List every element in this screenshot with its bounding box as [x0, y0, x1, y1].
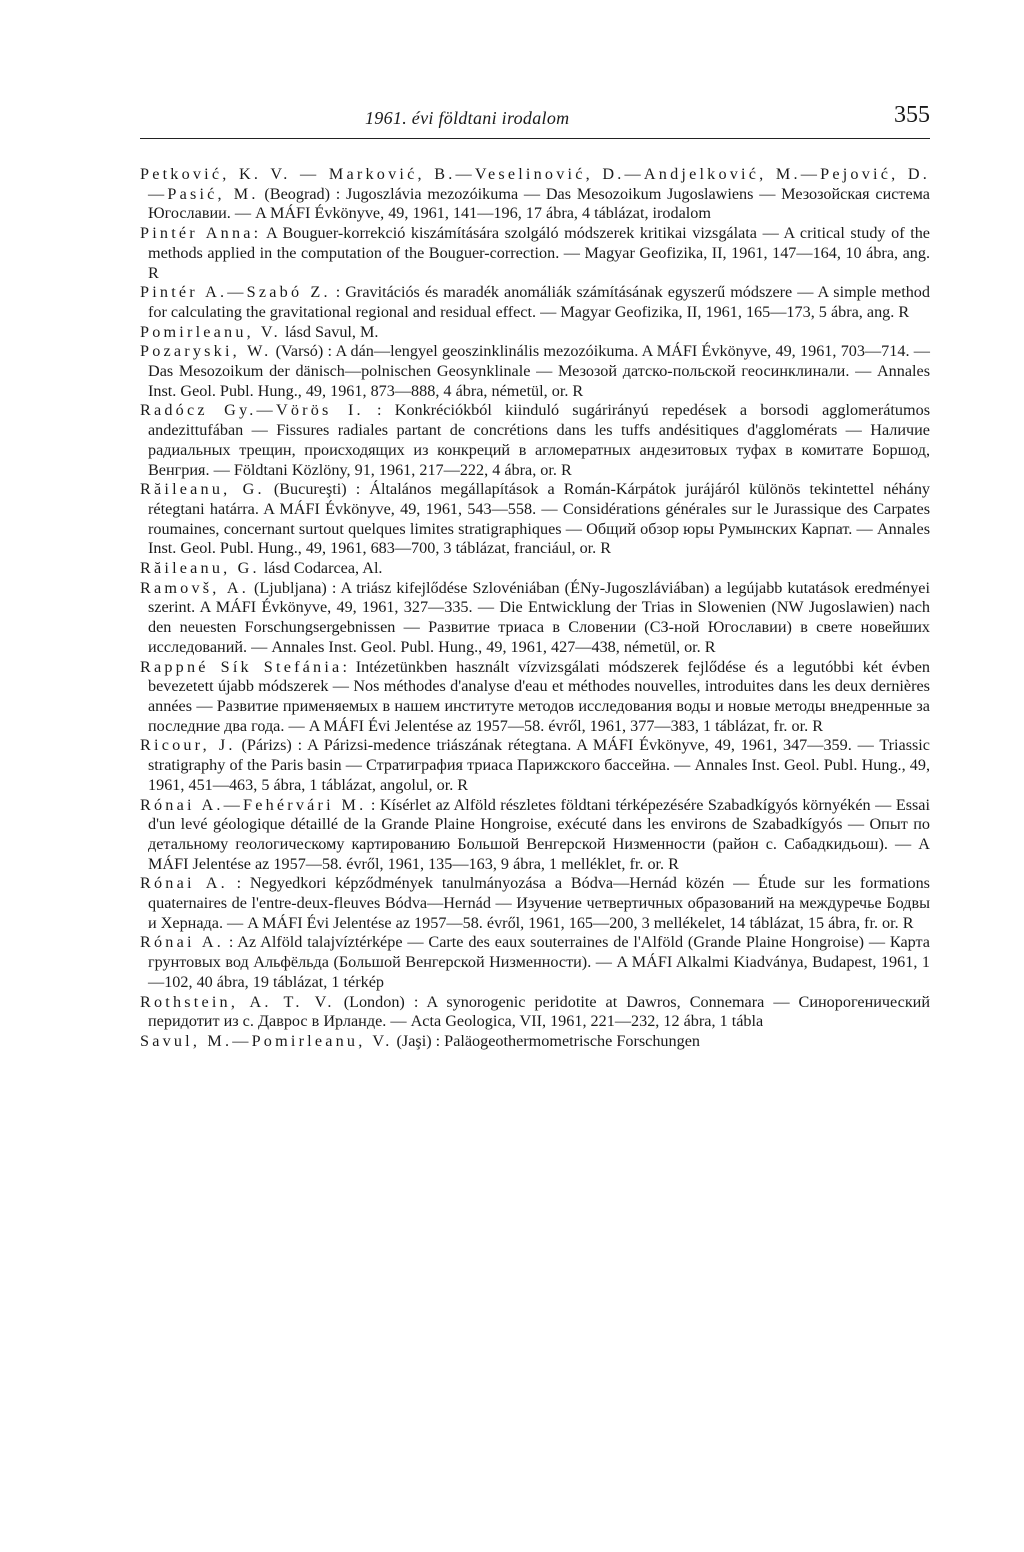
entry-author: Petković, K. V. — Marković, B.—Veselinović, D.—Andjelković, M.—Pejović, D.—Pasić, M.	[140, 165, 930, 203]
entry-text: : Konkréciókból kiinduló sugárirányú repedések a borsodi agglomerátumos andezittufában — Fissures radiales partant de concrétions dans les tuffs andésitiques d'agglomérats — Наличие радиальных трещин, происходящих из конкреций в агломератных андезитовых туфах в комитате Боршод, Венгрия. — Földtani Közlöny, 91, 1961, 217—222, 4 ábra, or. R	[148, 401, 931, 479]
page	[140, 100, 930, 1052]
page-header	[140, 100, 930, 139]
entry-author: Ricour, J.	[140, 736, 236, 755]
entry-author: Rónai A.	[140, 933, 224, 952]
bibliography-entry	[140, 874, 930, 933]
entry-text: lásd Savul, M.	[280, 322, 379, 341]
bibliography-entry	[140, 224, 930, 283]
bibliography-entry	[140, 342, 930, 401]
bibliography-entry	[140, 993, 930, 1032]
entry-text: : Az Alföld talajvíztérképe — Carte des eaux souterraines de l'Alföld (Grande Plaine Hongroise) — Карта грунтовых вод Альфёльда (Большой Венгерской Низменности). — A MÁFI Alkalmi Kiadványa, Budapest, 1961, 1—102, 40 ábra, 19 táblázat, 1 térkép	[148, 933, 930, 991]
entry-author: Rappné Sík Stefánia	[140, 657, 343, 676]
entry-author: Pozaryski, W.	[140, 342, 272, 361]
bibliography-entry	[140, 1032, 930, 1052]
entry-author: Rothstein, A. T. V.	[140, 992, 335, 1011]
entry-text: : Kísérlet az Alföld részletes földtani térképezésére Szabadkígyós környékén — Essai d'un levé géologique détaillé de la Grande Plaine Hongroise, exécuté dans les environs de Szabadkígyós — Опыт по детальному геологическому картированию Большой Венгерской Низменности (район с. Сабадкидьош). — A MÁFI Jelentése az 1957—58. évről, 1961, 135—163, 9 ábra, 1 melléklet, fr. or. R	[148, 795, 930, 873]
entry-author: Rónai A.—Fehérvári M.	[140, 795, 367, 814]
entry-author: Pomirleanu, V.	[140, 322, 281, 341]
bibliography-entry	[140, 401, 930, 480]
bibliography-entry	[140, 579, 930, 658]
bibliography-entry	[140, 796, 930, 875]
bibliography-list	[140, 165, 930, 1052]
entry-author: Savul, M.—Pomirleanu, V.	[140, 1031, 393, 1050]
entry-text: : Intézetünkben használt vízvizsgálati módszerek fejlődése és a legutóbbi két évben bevezetett újabb módszerek — Nos méthodes d'analyse d'eau et méthodes nouvelles, introduites dans les deux dernières années — Развитие применяемых в нашем институте методов исследования воды и новые методы внедренные за последние два года. — A MÁFI Évi Jelentése az 1957—58. évről, 1961, 377—383, 1 táblázat, fr. or. R	[148, 657, 930, 735]
entry-text: (Párizs) : A Párizsi-medence triászának rétegtana. A MÁFI Évkönyve, 49, 1961, 347—359. — Triassic stratigraphy of the Paris basin — Стратиграфия триаса Парижского бассейна. — Annales Inst. Geol. Publ. Hung., 49, 1961, 451—463, 5 ábra, 1 táblázat, angolul, or. R	[148, 736, 930, 794]
running-title: 1961. évi földtani irodalom	[365, 108, 570, 128]
entry-text: (Varsó) : A dán—lengyel geoszinklinális mezozóikuma. A MÁFI Évkönyve, 49, 1961, 703—714. — Das Mesozoikum der dänisch—polnischen Geosynklinale — Мезозой датско-польской геосинклинали. — Annales Inst. Geol. Publ. Hung., 49, 1961, 873—888, 4 ábra, németül, or. R	[148, 342, 930, 400]
entry-author: Radócz Gy.—Vörös I.	[140, 401, 364, 420]
entry-author: Ramovš, A.	[140, 578, 249, 597]
entry-author: Răileanu, G.	[140, 559, 260, 578]
entry-text: (London) : A synorogenic peridotite at Dawros, Connemara — Синорогенический перидотит из с. Даврос в Ирланде. — Acta Geologica, VII, 1961, 221—232, 12 ábra, 1 tábla	[148, 992, 931, 1031]
entry-text: lásd Codarcea, Al.	[259, 559, 383, 578]
bibliography-entry	[140, 283, 930, 322]
entry-author: Rónai A.	[140, 874, 228, 893]
bibliography-entry	[140, 480, 930, 559]
entry-text: (Beograd) : Jugoszlávia mezozóikuma — Das Mesozoikum Jugoslawiens — Мезозойская система Югославии. — A MÁFI Évkönyve, 49, 1961, 141—196, 17 ábra, 4 táblázat, irodalom	[148, 184, 930, 223]
bibliography-entry	[140, 933, 930, 992]
entry-author: Pintér Anna:	[140, 224, 262, 243]
entry-text: A Bouguer-korrekció kiszámítására szolgáló módszerek kritikai vizsgálata — A critical study of the methods applied in the computation of the Bouguer-correction. — Magyar Geofizika, II, 1961, 147—164, 10 ábra, ang. R	[148, 224, 930, 282]
entry-text: (Jaşi) : Paläogeothermometrische Forschungen	[392, 1031, 700, 1050]
entry-text: (Bucureşti) : Általános megállapítások a Román-Kárpátok jurájáról különös tekintettel néhány rétegtani határra. A MÁFI Évkönyve, 49, 1961, 543—558. — Considérations générales sur le Jurassique des Carpates roumaines, concernant surtout quelques limites stratigraphiques — Общий обзор юры Румынских Карпат. — Annales Inst. Geol. Publ. Hung., 49, 1961, 683—700, 3 táblázat, franciául, or. R	[148, 480, 931, 558]
bibliography-entry	[140, 559, 930, 579]
entry-text: (Ljubljana) : A triász kifejlődése Szlovéniában (ÉNy-Jugoszláviában) a legújabb kutatások eredményei szerint. A MÁFI Évkönyve, 49, 1961, 327—335. — Die Entwicklung der Trias in Slowenien (NW Jugoslawien) nach den neuesten Forschungsergebnissen — Развитие триаса в Словении (СЗ-ной Югославии) в свете новейших исследований. — Annales Inst. Geol. Publ. Hung., 49, 1961, 427—438, németül, or. R	[148, 578, 930, 656]
bibliography-entry	[140, 658, 930, 737]
bibliography-entry	[140, 736, 930, 795]
bibliography-entry	[140, 323, 930, 343]
entry-author: Pintér A.—Szabó Z.	[140, 283, 331, 302]
entry-text: : Negyedkori képződmények tanulmányozása a Bódva—Hernád közén — Étude sur les formations quaternaires de l'entre-deux-fleuves Bódva—Hernád — Изучение четвертичных образований на междуречье Бодвы и Хернада. — A MÁFI Évi Jelentése az 1957—58. évről, 1961, 165—200, 3 mellékelet, 14 táblázat, 15 ábra, fr. or. R	[148, 874, 930, 932]
page-number: 355	[894, 102, 930, 128]
bibliography-entry	[140, 165, 930, 224]
entry-author: Răileanu, G.	[140, 480, 265, 499]
entry-text: : Gravitációs és maradék anomáliák számításának egyszerű módszere — A simple method for calculating the gravitational regional and residual effect. — Magyar Geofizika, II, 1961, 165—173, 5 ábra, ang. R	[148, 283, 930, 321]
